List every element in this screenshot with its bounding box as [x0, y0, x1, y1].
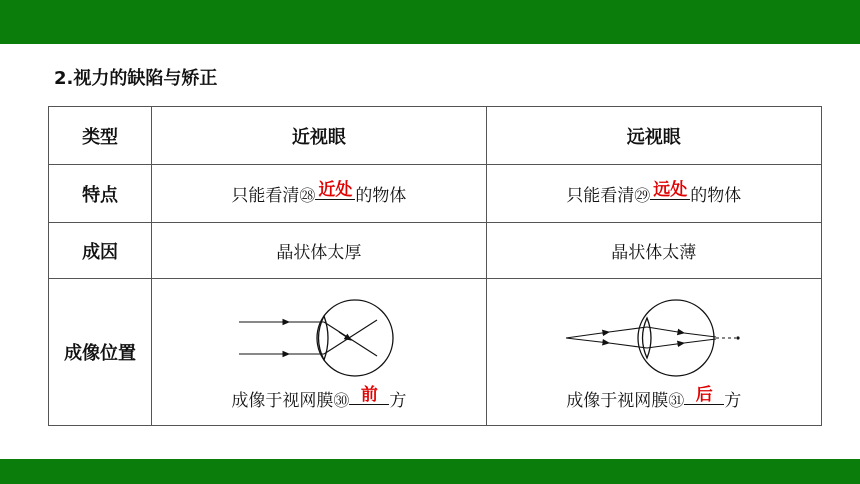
table-row-cause: [49, 223, 822, 279]
myopia-feature-prefix: 只能看清: [231, 186, 300, 206]
myopia-feature-cell: [152, 165, 486, 223]
myopia-cause: 晶状体太厚: [152, 223, 486, 279]
hyperopia-eye-diagram: [564, 298, 744, 380]
hyperopia-feature-suffix: 的物体: [690, 186, 742, 206]
blank-number-30: ㉚: [333, 390, 350, 410]
myopia-feature-suffix: 的物体: [355, 186, 407, 206]
lens-shape: [642, 318, 651, 358]
myopia-eye-diagram: [229, 298, 409, 380]
hyperopia-feature-prefix: 只能看清: [566, 186, 635, 206]
table-header-row: [49, 107, 822, 165]
header-type: 类型: [49, 107, 152, 165]
table-row-feature: [49, 165, 822, 223]
hyperopia-cause: 晶状体太薄: [486, 223, 821, 279]
bottom-banner: [0, 459, 860, 484]
section-title: 2.视力的缺陷与矫正: [54, 68, 218, 89]
blank-number-31: ㉛: [668, 390, 685, 410]
blank-number-29: ㉙: [634, 186, 651, 205]
row-label-feature: 特点: [49, 165, 152, 223]
hyperopia-imaging-cell: [486, 279, 821, 426]
myopia-imaging-prefix: 成像于视网膜: [231, 390, 334, 411]
myopia-imaging-suffix: 方: [389, 390, 407, 411]
answer-back: 后: [684, 386, 724, 405]
myopia-imaging-cell: [152, 279, 486, 426]
myopia-imaging-caption: [152, 386, 485, 411]
answer-far: 远处: [650, 181, 690, 200]
hyperopia-imaging-prefix: 成像于视网膜: [566, 390, 669, 411]
row-label-imaging: 成像位置: [49, 279, 152, 426]
hyperopia-imaging-caption: [487, 386, 821, 411]
hyperopia-imaging-suffix: 方: [724, 390, 742, 411]
header-myopia: 近视眼: [152, 107, 486, 165]
table-row-imaging: [49, 279, 822, 426]
answer-front: 前: [349, 386, 389, 405]
hyperopia-feature-cell: [486, 165, 821, 223]
top-banner: [0, 0, 860, 44]
row-label-cause: 成因: [49, 223, 152, 279]
blank-number-28: ㉘: [299, 186, 316, 205]
header-hyperopia: 远视眼: [486, 107, 821, 165]
answer-near: 近处: [315, 181, 355, 200]
comparison-table: [48, 106, 822, 426]
